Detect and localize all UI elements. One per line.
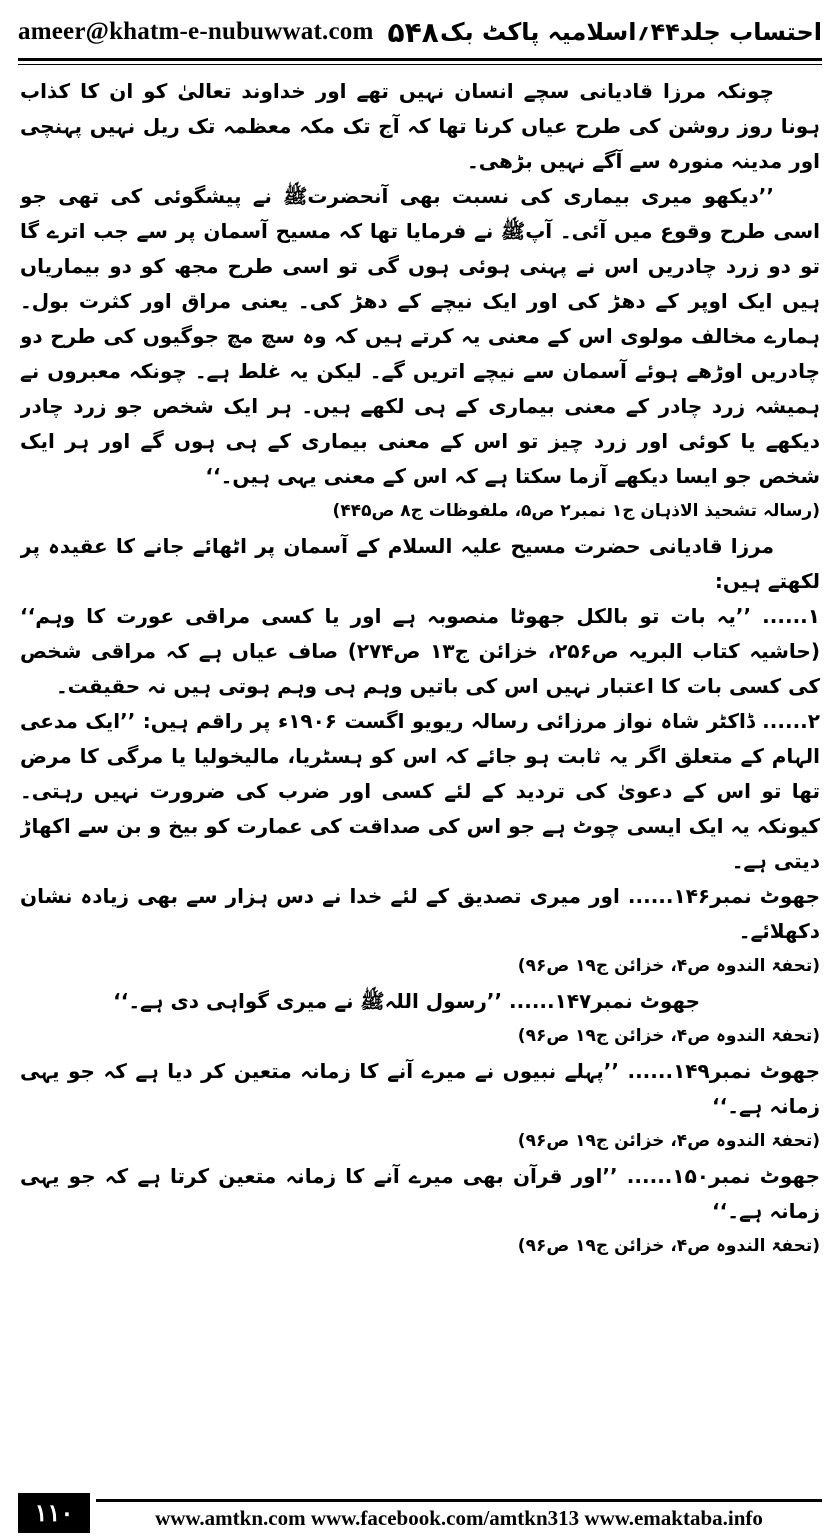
page-footer [18,1490,822,1536]
point-one: ۱...... ’’یہ بات تو بالکل جھوٹا منصوبہ ہے اور یا کسی مراقی عورت کا وہم‘‘ (حاشیہ کتاب البریہ ص۲۵۶، خزائن ج۱۳ ص۲۷۴) صاف عیاں ہے کہ مراقی شخص کی کسی بات کا اعتبار نہیں اس کی باتیں وہم ہی وہم ہوتی ہیں نہ حقیقت۔ [20,604,820,698]
reference-146: (تحفۃ الندوہ ص۴، خزائن ج۱۹ ص۹۶) [517,956,820,976]
lie-149: جھوٹ نمبر۱۴۹...... ’’پہلے نبیوں نے میرے آنے کا زمانہ متعین کر دیا ہے کہ جو یہی زمانہ ہے۔‘‘ [20,1059,820,1118]
reference-150: (تحفۃ الندوہ ص۴، خزائن ج۱۹ ص۹۶) [517,1236,820,1256]
reference-147: (تحفۃ الندوہ ص۴، خزائن ج۱۹ ص۹۶) [517,1026,820,1046]
reference-149: (تحفۃ الندوہ ص۴، خزائن ج۱۹ ص۹۶) [517,1131,820,1151]
quote-illness: ’’دیکھو میری بیماری کی نسبت بھی آنحضرتﷺ نے پیشگوئی کی تھی جو اسی طرح وقوع میں آئی۔ آپﷺ نے فرمایا تھا کہ مسیح آسمان پر سے جب اترے گا تو دو زرد چادریں اس نے پہنی ہوئی ہوں گی تو اسی طرح مجھ کو دو بیماریاں ہیں ایک اوپر کے دھڑ کی اور ایک نیچے کے دھڑ کی۔ یعنی مراق اور کثرت بول۔ ہمارے مخالف مولوی اس کے معنی یہ کرتے ہیں کہ وہ سچ مچ جوگیوں کی طرح دو چادریں اوڑھے ہوئے آسمان سے نیچے اتریں گے۔ لیکن یہ غلط ہے۔ چونکہ معبروں نے ہمیشہ زرد چادر کے معنی بیماری کے ہی لکھے ہیں۔ ہر ایک شخص جو زرد چادر دیکھے یا کوئی اور زرد چیز تو اس کے معنی بیماری کے ہی ہوں گے اور ہر ایک شخص جو ایسا دیکھے آزما سکتا ہے کہ اس کے معنی یہی ہیں۔‘‘ [20,184,820,488]
header-rule [18,58,822,65]
page-header [18,6,822,58]
lie-146: جھوٹ نمبر۱۴۶...... اور میری تصدیق کے لئے خدا نے دس ہزار سے بھی زیادہ نشان دکھلائے۔ [20,884,820,943]
footer-page-number: ۱۱۰ [18,1493,90,1533]
footer-bar [96,1493,822,1533]
lie-147: جھوٹ نمبر۱۴۷...... ’’رسول اللہﷺ نے میری گواہی دی ہے۔‘‘ [113,989,700,1013]
header-email: ameer@khatm-e-nubuwwat.com [18,18,374,45]
header-book-title: احتساب جلد۴۴؍اسلامیہ پاکٹ بک [440,18,822,46]
page-body [20,74,820,1484]
footer-links[interactable]: www.amtkn.com www.facebook.com/amtkn313 www.emaktaba.info [155,1506,763,1530]
header-page-number: ۵۴۸ [387,15,439,49]
reference-tashheez: (رسالہ تشحیذ الاذہان ج۱ نمبر۲ ص۵، ملفوظات ج۸ ص۴۴۵) [332,501,820,521]
header-left [18,16,439,49]
paragraph-aqeeda: مرزا قادیانی حضرت مسیح علیہ السلام کے آسمان پر اٹھائے جانے کا عقیدہ پر لکھتے ہیں: [20,534,820,593]
lie-150: جھوٹ نمبر۱۵۰...... ’’اور قرآن بھی میرے آنے کا زمانہ متعین کرتا ہے کہ جو یہی زمانہ ہے۔‘‘ [20,1164,820,1223]
paragraph-intro: چونکہ مرزا قادیانی سچے انسان نہیں تھے اور خداوند تعالیٰ کو ان کا کذاب ہونا روز روشن کی طرح عیاں کرنا تھا کہ آج تک مکہ معظمہ تک ریل نہیں پہنچی اور مدینہ منورہ سے آگے نہیں بڑھی۔ [20,79,820,173]
point-two: ۲...... ڈاکٹر شاہ نواز مرزائی رسالہ ریویو اگست ۱۹۰۶ء پر راقم ہیں: ’’ایک مدعی الہام کے متعلق اگر یہ ثابت ہو جائے کہ اس کو ہسٹریا، مالیخولیا یا مرگی کا مرض تھا تو اس کے دعویٰ کی تردید کے لئے کسی اور ضرب کی ضرورت نہیں رہتی۔ کیونکہ یہ ایک ایسی چوٹ ہے جو اس کی صداقت کی عمارت کو بیخ و بن سے اکھاڑ دیتی ہے۔ [20,709,820,873]
